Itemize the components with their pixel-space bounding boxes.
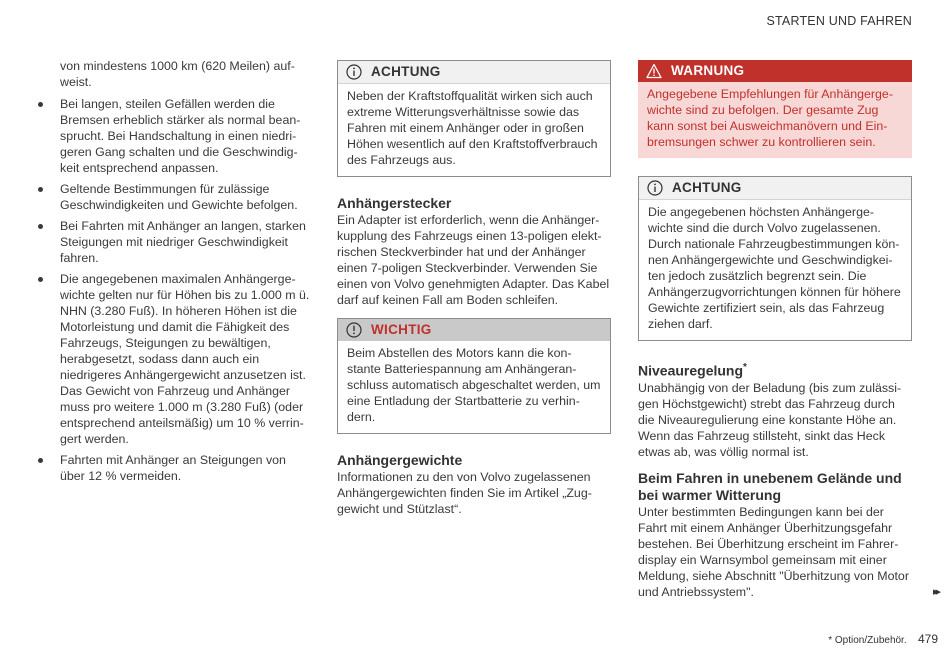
column-middle	[337, 58, 611, 527]
section-niveauregelung	[638, 359, 912, 460]
page-number: 479	[917, 632, 938, 646]
wichtig-box	[337, 318, 611, 434]
bullet-list	[36, 96, 310, 484]
achtung-text: Die angegebenen höchsten Anhängergewichte sind die durch Volvo zugelassenen. Durch nationale Fahrzeugbestimmungen können Anhängergewichte und Geschwindigkeiten jedoch zusätzlich begrenzt sein. Die Anhängerzugvorrichtungen können für höhere Gewichte zertifiziert sein, als das Fahrzeug ziehen darf.	[648, 205, 901, 331]
section-heading: Niveauregelung*	[638, 362, 747, 379]
section-heading: Anhängerstecker	[337, 195, 452, 211]
warnung-box	[638, 60, 912, 158]
section-anhaengergewichte	[337, 452, 611, 517]
section-heading: Beim Fahren in unebenem Gelände und bei warmer Witterung	[638, 469, 902, 503]
section-anhaengerstecker	[337, 195, 611, 308]
section-text: Unabhängig von der Beladung (bis zum zulässigen Höchstgewicht) strebt das Fahrzeug durch die Niveauregulierung eine konstante Höhe an. Wenn das Fahrzeug stillsteht, sinkt das Heck etwas ab, was völlig normal ist.	[638, 380, 902, 459]
column-right	[638, 58, 912, 610]
section-text: Informationen zu den von Volvo zugelassenen Anhängergewichten finden Sie im Artikel „Zuggewicht und Stützlast“.	[337, 470, 592, 516]
page-footer	[828, 631, 938, 649]
section-gelaende	[638, 470, 912, 600]
info-icon	[346, 322, 362, 338]
wichtig-title: WICHTIG	[371, 322, 432, 337]
achtung-title: ACHTUNG	[672, 180, 742, 195]
wichtig-box-header	[338, 319, 610, 341]
section-text: Unter bestimmten Bedingungen kann bei der Fahrt mit einem Anhänger Überhitzungsgefahr bestehen. Bei Überhitzung erscheint im Fahrerdisplay ein Warnsymbol gemeinsam mit einer Meldung, siehe Abschnitt "Überhitzung von Motor und Antriebssystem".	[638, 504, 909, 599]
continuation-text: von mindestens 1000 km (620 Meilen) aufweist.	[60, 59, 295, 89]
list-item: Die angegebenen maximalen Anhängergewichte gelten nur für Höhen bis zu 1.000 m ü. NHN (3.280 Fuß). In höheren Höhen ist die Motorleistung und damit die Fähigkeit des Fahrzeugs, Steigungen zu bewältigen, herabgesetzt, sodass dann auch ein niedrigeres Anhängergewicht anzusetzen ist. Das Gewicht von Fahrzeug und Anhänger muss pro weitere 1.000 m (3.280 Fuß) (oder entsprechend anteilsmäßig) um 10 % verringert werden.	[36, 271, 310, 447]
list-item: Bei Fahrten mit Anhänger an langen, starken Steigungen mit niedriger Geschwindigkeit fahren.	[36, 218, 310, 266]
warnung-title: WARNUNG	[671, 63, 745, 78]
list-item: Geltende Bestimmungen für zulässige Geschwindigkeiten und Gewichte befolgen.	[36, 181, 310, 213]
list-item: Bei langen, steilen Gefällen werden die Bremsen erheblich stärker als normal beansprucht. Bei Handschaltung in einen niedrigeren Gang schalten und die Geschwindigkeit entsprechend anpassen.	[36, 96, 310, 176]
continue-arrows-icon: ▸▸	[932, 586, 938, 598]
section-text: Ein Adapter ist erforderlich, wenn die Anhängerkupplung des Fahrzeugs einen 13-poligen elektrischen Steckverbinder hat und der Anhänger einen 7-poligen Steckverbinder. Verwenden Sie einen von Volvo genehmigten Adapter. Das Kabel darf auf keinen Fall am Boden schleifen.	[337, 213, 610, 307]
column-left	[36, 58, 310, 489]
achtung-box-header	[639, 177, 911, 200]
achtung-text: Neben der Kraftstoffqualität wirken sich auch extreme Witterungsverhältnisse sowie das Fahren mit einem Anhänger oder in großen Höhen wesentlich auf den Kraftstoffverbrauch des Fahrzeugs aus.	[347, 89, 598, 167]
achtung-title: ACHTUNG	[371, 64, 441, 79]
warnung-text: Angegebene Empfehlungen für Anhängergewichte sind zu befolgen. Der gesamte Zug kann sonst bei Ausweichmanövern und Einbremsungen schwer zu kontrollieren sein.	[638, 82, 912, 158]
page-header: STARTEN UND FAHREN	[766, 14, 912, 28]
achtung-box-header	[338, 61, 610, 84]
warnung-box-header	[638, 60, 912, 82]
footnote: * Option/Zubehör.	[828, 635, 907, 646]
wichtig-text: Beim Abstellen des Motors kann die konstante Batteriespannung am Anhängeranschluss automatisch abgeschaltet werden, um eine Entladung der Startbatterie zu verhindern.	[347, 346, 601, 424]
list-item: Fahrten mit Anhänger an Steigungen von über 12 % vermeiden.	[36, 452, 310, 484]
info-icon	[346, 64, 362, 80]
option-marker: *	[743, 362, 747, 373]
info-icon	[647, 180, 663, 196]
achtung-box	[638, 176, 912, 341]
warning-triangle-icon	[646, 63, 662, 79]
section-heading: Anhängergewichte	[337, 452, 463, 468]
achtung-box	[337, 60, 611, 177]
